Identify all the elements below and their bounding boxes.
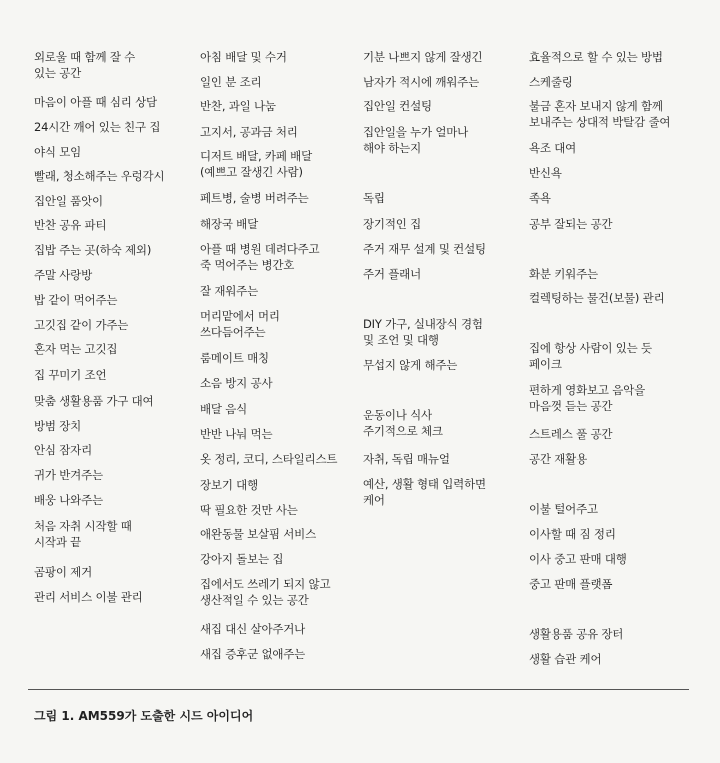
- idea-item: [34, 49, 135, 81]
- idea-text-line: (예쁘고 잘생긴 사람): [200, 165, 303, 179]
- idea-text-line: 및 조언 및 대행: [363, 333, 439, 347]
- idea-item: [34, 317, 128, 333]
- idea-text-line: 이불 털어주고: [529, 502, 598, 516]
- idea-text-line: 관리 서비스 이불 관리: [34, 590, 143, 604]
- idea-text-line: 보내주는 상대적 박탈감 줄여: [529, 115, 671, 129]
- idea-item: [34, 467, 103, 483]
- idea-text-line: 딱 필요한 것만 사는: [200, 503, 298, 517]
- idea-item: [200, 401, 247, 417]
- idea-text-line: 반찬, 과일 나눔: [200, 99, 276, 113]
- idea-item: [529, 576, 612, 592]
- idea-item: [34, 367, 106, 383]
- idea-text-line: 디저트 배달, 카페 배달: [200, 149, 313, 163]
- idea-text-line: DIY 가구, 실내장식 경험: [363, 317, 483, 331]
- idea-item: [200, 646, 305, 662]
- idea-item: [363, 190, 385, 206]
- idea-text-line: 중고 판매 플랫폼: [529, 577, 613, 591]
- idea-item: [529, 426, 612, 442]
- idea-item: [200, 451, 337, 467]
- idea-item: [34, 144, 81, 160]
- idea-text-line: 화분 키워주는: [529, 267, 598, 281]
- idea-item: [529, 551, 627, 567]
- idea-text-line: 공간 재활용: [529, 452, 587, 466]
- idea-item: [34, 341, 117, 357]
- idea-item: [529, 290, 664, 306]
- idea-item: [529, 266, 598, 282]
- idea-text-line: 외로울 때 함께 잘 수: [34, 50, 136, 64]
- idea-item: [200, 502, 298, 518]
- idea-item: [200, 308, 280, 340]
- idea-item: [363, 216, 421, 232]
- idea-text-line: 장보기 대행: [200, 478, 258, 492]
- idea-text-line: 예산, 생활 형태 입력하면: [363, 477, 486, 491]
- idea-text-line: 밥 같이 먹어주는: [34, 293, 118, 307]
- idea-text-line: 해장국 배달: [200, 217, 258, 231]
- idea-text-line: 마음이 아플 때 심리 상담: [34, 95, 157, 109]
- idea-item: [200, 426, 272, 442]
- idea-text-line: 주기적으로 체크: [363, 424, 443, 438]
- idea-text-line: 집에 항상 사람이 있는 듯: [529, 341, 652, 355]
- idea-text-line: 룸메이트 매칭: [200, 351, 269, 365]
- idea-text-line: 집안일 컨설팅: [363, 99, 432, 113]
- idea-text-line: 스트레스 풀 공간: [529, 427, 613, 441]
- idea-item: [363, 74, 479, 90]
- idea-text-line: 옷 정리, 코디, 스타일리스트: [200, 452, 338, 466]
- idea-item: [363, 316, 483, 348]
- idea-item: [529, 140, 576, 156]
- idea-item: [363, 451, 450, 467]
- idea-item: [529, 451, 587, 467]
- idea-item: [529, 501, 598, 517]
- idea-text-line: 고지서, 공과금 처리: [200, 125, 298, 139]
- idea-text-line: 페트병, 술병 버려주는: [200, 191, 309, 205]
- idea-item: [200, 49, 287, 65]
- idea-item: [34, 94, 157, 110]
- idea-text-line: 불금 혼자 보내지 않게 함께: [529, 99, 663, 113]
- idea-item: [200, 621, 305, 637]
- idea-text-line: 편하게 영화보고 음악을: [529, 383, 645, 397]
- idea-item: [34, 168, 164, 184]
- idea-text-line: 족욕: [529, 191, 551, 205]
- idea-text-line: 야식 모임: [34, 145, 82, 159]
- idea-text-line: 집안일 품앗이: [34, 194, 103, 208]
- idea-item: [34, 193, 103, 209]
- idea-text-line: 일인 분 조리: [200, 75, 262, 89]
- idea-text-line: 맞춤 생활용품 가구 대여: [34, 394, 154, 408]
- idea-item: [200, 350, 269, 366]
- idea-item: [529, 340, 652, 372]
- idea-item: [363, 357, 457, 373]
- idea-text-line: 장기적인 집: [363, 217, 421, 231]
- idea-item: [200, 124, 298, 140]
- idea-text-line: 집에서도 쓰레기 되지 않고: [200, 577, 331, 591]
- idea-text-line: 독립: [363, 191, 385, 205]
- idea-item: [200, 477, 258, 493]
- idea-item: [363, 476, 486, 508]
- idea-text-line: 강아지 돌보는 집: [200, 552, 284, 566]
- idea-text-line: 이사할 때 짐 정리: [529, 527, 616, 541]
- idea-text-line: 마음껏 듣는 공간: [529, 399, 613, 413]
- idea-item: [363, 266, 421, 282]
- idea-item: [529, 216, 612, 232]
- idea-text-line: 생활용품 공유 장터: [529, 627, 624, 641]
- idea-text-line: 귀가 반겨주는: [34, 468, 103, 482]
- idea-text-line: 새집 대신 살아주거나: [200, 622, 306, 636]
- idea-item: [200, 576, 330, 608]
- idea-item: [34, 393, 153, 409]
- idea-item: [34, 217, 106, 233]
- idea-text-line: 빨래, 청소해주는 우렁각시: [34, 169, 165, 183]
- idea-item: [363, 407, 443, 439]
- idea-text-line: 반반 나눠 먹는: [200, 427, 273, 441]
- idea-text-line: 애완동물 보살핌 서비스: [200, 527, 316, 541]
- idea-text-line: 고깃집 같이 가주는: [34, 318, 129, 332]
- idea-item: [34, 492, 103, 508]
- idea-item: [200, 526, 316, 542]
- idea-item: [529, 49, 663, 65]
- idea-item: [200, 216, 258, 232]
- idea-item: [34, 518, 132, 550]
- idea-item: [529, 382, 645, 414]
- idea-item: [529, 98, 670, 130]
- idea-item: [34, 418, 81, 434]
- caption-divider: [28, 689, 689, 690]
- idea-text-line: 시작과 끝: [34, 535, 82, 549]
- idea-text-line: 기분 나쁘지 않게 잘생긴: [363, 50, 483, 64]
- idea-item: [363, 49, 482, 65]
- idea-text-line: 있는 공간: [34, 66, 82, 80]
- idea-text-line: 반신욕: [529, 166, 562, 180]
- idea-text-line: 24시간 깨어 있는 친구 집: [34, 120, 161, 134]
- idea-text-line: 방범 장치: [34, 419, 82, 433]
- idea-text-line: 집 꾸미기 조언: [34, 368, 107, 382]
- idea-item: [34, 242, 151, 258]
- idea-text-line: 반찬 공유 파티: [34, 218, 107, 232]
- idea-item: [529, 190, 551, 206]
- idea-text-line: 욕조 대여: [529, 141, 577, 155]
- idea-text-line: 주거 재무 설계 및 컨설팅: [363, 242, 486, 256]
- idea-item: [34, 267, 92, 283]
- idea-item: [200, 190, 309, 206]
- idea-text-line: 효율적으로 할 수 있는 방법: [529, 50, 663, 64]
- idea-item: [200, 148, 312, 180]
- idea-text-line: 집밥 주는 곳(하숙 제외): [34, 243, 152, 257]
- idea-text-line: 아플 때 병원 데려다주고: [200, 242, 320, 256]
- idea-text-line: 배달 음식: [200, 402, 248, 416]
- idea-item: [529, 651, 601, 667]
- idea-text-line: 새집 증후군 없애주는: [200, 647, 306, 661]
- idea-item: [363, 241, 486, 257]
- idea-text-line: 공부 잘되는 공간: [529, 217, 613, 231]
- idea-text-line: 아침 배달 및 수거: [200, 50, 287, 64]
- idea-text-line: 주말 사랑방: [34, 268, 92, 282]
- idea-text-line: 소음 방지 공사: [200, 376, 273, 390]
- idea-item: [34, 589, 143, 605]
- idea-text-line: 잘 재워주는: [200, 284, 258, 298]
- idea-text-line: 무섭지 않게 해주는: [363, 358, 458, 372]
- idea-text-line: 컬렉팅하는 물건(보물) 관리: [529, 291, 665, 305]
- idea-item: [529, 526, 616, 542]
- idea-item: [200, 551, 283, 567]
- idea-item: [363, 124, 468, 156]
- idea-text-line: 주거 플래너: [363, 267, 421, 281]
- idea-text-line: 곰팡이 제거: [34, 565, 92, 579]
- idea-item: [200, 241, 319, 273]
- idea-text-line: 배웅 나와주는: [34, 493, 103, 507]
- idea-item: [529, 74, 573, 90]
- idea-text-line: 해야 하는지: [363, 141, 421, 155]
- idea-text-line: 이사 중고 판매 대행: [529, 552, 627, 566]
- idea-item: [200, 74, 261, 90]
- idea-text-line: 생활 습관 케어: [529, 652, 602, 666]
- idea-item: [34, 564, 92, 580]
- idea-text-line: 쓰다듬어주는: [200, 325, 266, 339]
- idea-text-line: 처음 자취 시작할 때: [34, 519, 132, 533]
- idea-text-line: 남자가 적시에 깨워주는: [363, 75, 479, 89]
- idea-text-line: 혼자 먹는 고깃집: [34, 342, 118, 356]
- idea-text-line: 페이크: [529, 357, 562, 371]
- idea-item: [529, 165, 562, 181]
- idea-text-line: 자취, 독립 매뉴얼: [363, 452, 450, 466]
- idea-text-line: 운동이나 식사: [363, 408, 432, 422]
- idea-item: [363, 98, 432, 114]
- idea-text-line: 스케줄링: [529, 75, 573, 89]
- idea-text-line: 안심 잠자리: [34, 443, 92, 457]
- figure-caption: 그림 1. AM559가 도출한 시드 아이디어: [34, 709, 254, 723]
- idea-text-line: 머리맡에서 머리: [200, 309, 280, 323]
- idea-text-line: 케어: [363, 493, 385, 507]
- idea-item: [529, 626, 623, 642]
- idea-item: [34, 442, 92, 458]
- idea-text-line: 집안일을 누가 얼마나: [363, 125, 469, 139]
- idea-item: [200, 283, 258, 299]
- idea-item: [34, 292, 117, 308]
- idea-text-line: 생산적일 수 있는 공간: [200, 593, 309, 607]
- idea-item: [200, 375, 272, 391]
- idea-item: [200, 98, 276, 114]
- idea-item: [34, 119, 160, 135]
- idea-text-line: 죽 먹어주는 병간호: [200, 258, 295, 272]
